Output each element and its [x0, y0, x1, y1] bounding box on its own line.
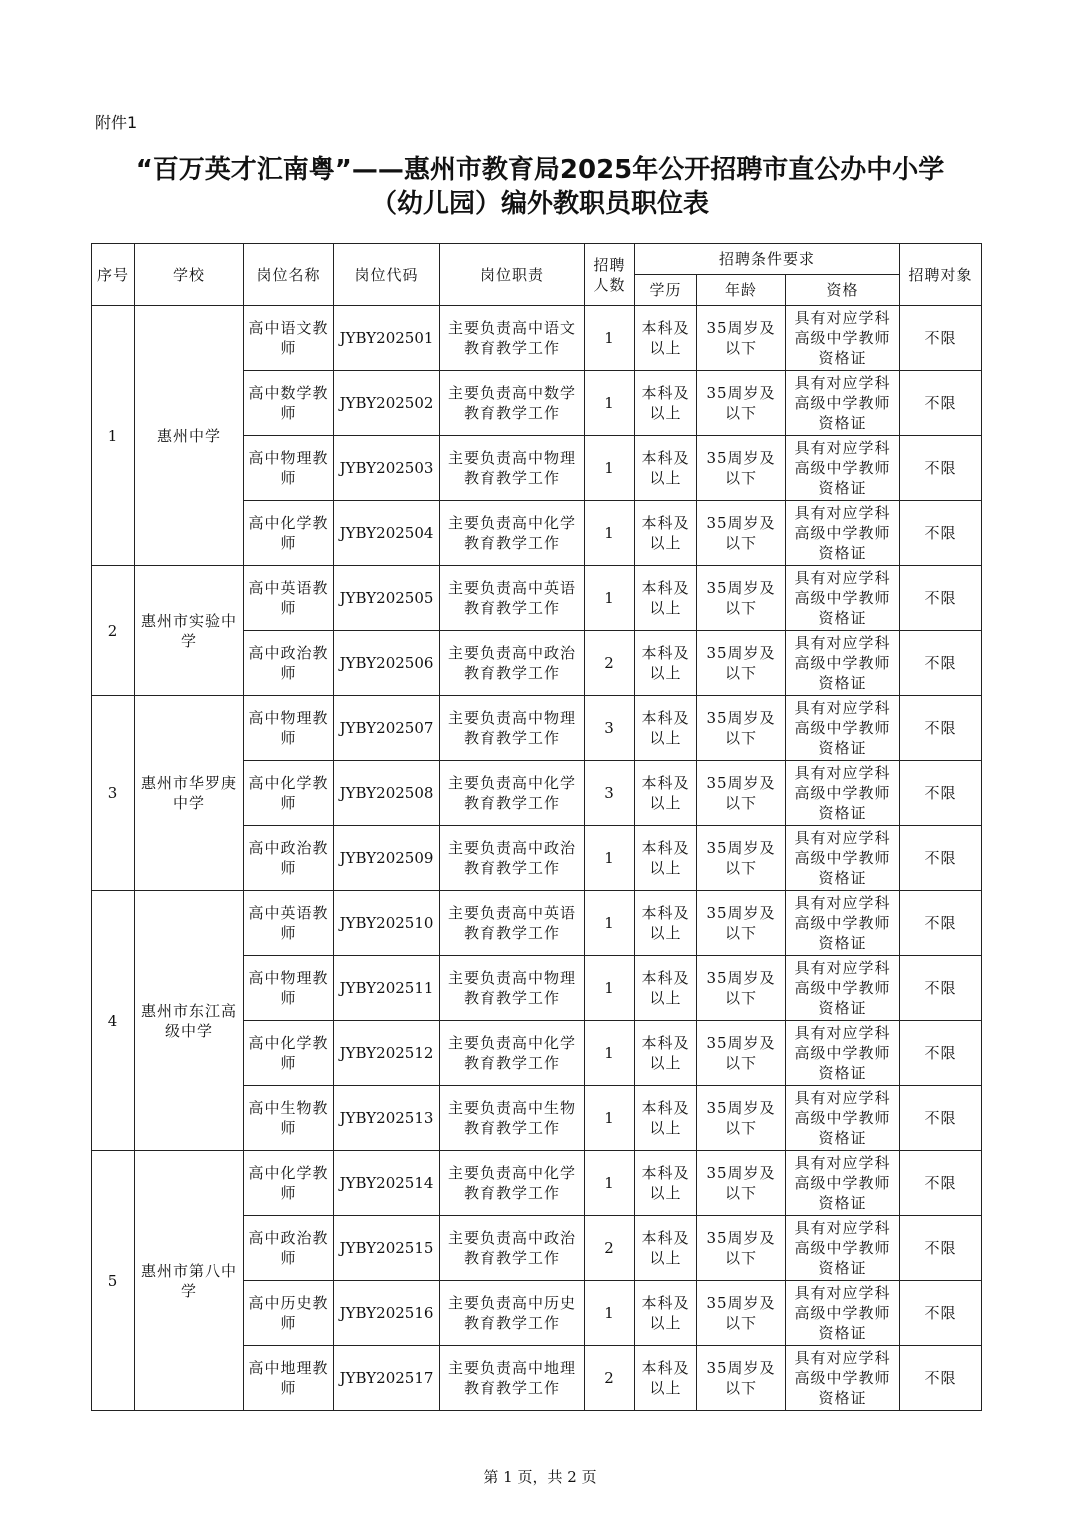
duty-cell: 主要负责高中化学教育教学工作 [440, 1151, 585, 1216]
school-cell: 惠州市华罗庚中学 [135, 696, 244, 891]
count-cell: 1 [585, 1021, 635, 1086]
seq-cell: 4 [92, 891, 135, 1151]
seq-cell: 2 [92, 566, 135, 696]
position-name-cell: 高中化学教师 [244, 501, 334, 566]
table-row [92, 566, 982, 631]
count-cell: 1 [585, 436, 635, 501]
education-cell: 本科及以上 [635, 1086, 697, 1151]
header-qualification: 资格 [786, 275, 900, 306]
education-cell: 本科及以上 [635, 826, 697, 891]
qualification-cell: 具有对应学科高级中学教师资格证 [786, 891, 900, 956]
qualification-cell: 具有对应学科高级中学教师资格证 [786, 501, 900, 566]
education-cell: 本科及以上 [635, 696, 697, 761]
education-cell: 本科及以上 [635, 1216, 697, 1281]
position-code-cell: JYBY202507 [334, 696, 440, 761]
header-requirements: 招聘条件要求 [635, 244, 900, 275]
qualification-cell: 具有对应学科高级中学教师资格证 [786, 306, 900, 371]
position-name-cell: 高中化学教师 [244, 1151, 334, 1216]
age-cell: 35周岁及以下 [697, 1346, 786, 1411]
target-cell: 不限 [900, 1216, 982, 1281]
target-cell: 不限 [900, 1346, 982, 1411]
age-cell: 35周岁及以下 [697, 501, 786, 566]
education-cell: 本科及以上 [635, 566, 697, 631]
target-cell: 不限 [900, 1086, 982, 1151]
position-code-cell: JYBY202515 [334, 1216, 440, 1281]
seq-cell: 1 [92, 306, 135, 566]
qualification-cell: 具有对应学科高级中学教师资格证 [786, 956, 900, 1021]
position-name-cell: 高中化学教师 [244, 761, 334, 826]
position-name-cell: 高中物理教师 [244, 956, 334, 1021]
count-cell: 3 [585, 761, 635, 826]
school-cell: 惠州市东江高级中学 [135, 891, 244, 1151]
qualification-cell: 具有对应学科高级中学教师资格证 [786, 1021, 900, 1086]
education-cell: 本科及以上 [635, 1021, 697, 1086]
count-cell: 2 [585, 631, 635, 696]
education-cell: 本科及以上 [635, 1151, 697, 1216]
attachment-label: 附件1 [95, 113, 138, 132]
count-cell: 1 [585, 891, 635, 956]
qualification-cell: 具有对应学科高级中学教师资格证 [786, 371, 900, 436]
header-count: 招聘人数 [585, 244, 635, 306]
age-cell: 35周岁及以下 [697, 1216, 786, 1281]
qualification-cell: 具有对应学科高级中学教师资格证 [786, 1216, 900, 1281]
count-cell: 2 [585, 1346, 635, 1411]
target-cell: 不限 [900, 1281, 982, 1346]
duty-cell: 主要负责高中生物教育教学工作 [440, 1086, 585, 1151]
qualification-cell: 具有对应学科高级中学教师资格证 [786, 826, 900, 891]
position-code-cell: JYBY202511 [334, 956, 440, 1021]
target-cell: 不限 [900, 501, 982, 566]
target-cell: 不限 [900, 696, 982, 761]
education-cell: 本科及以上 [635, 891, 697, 956]
duty-cell: 主要负责高中物理教育教学工作 [440, 696, 585, 761]
school-cell: 惠州中学 [135, 306, 244, 566]
position-code-cell: JYBY202516 [334, 1281, 440, 1346]
duty-cell: 主要负责高中英语教育教学工作 [440, 891, 585, 956]
age-cell: 35周岁及以下 [697, 891, 786, 956]
position-code-cell: JYBY202514 [334, 1151, 440, 1216]
age-cell: 35周岁及以下 [697, 566, 786, 631]
education-cell: 本科及以上 [635, 956, 697, 1021]
duty-cell: 主要负责高中语文教育教学工作 [440, 306, 585, 371]
header-age: 年龄 [697, 275, 786, 306]
count-cell: 1 [585, 371, 635, 436]
position-name-cell: 高中地理教师 [244, 1346, 334, 1411]
header-target: 招聘对象 [900, 244, 982, 306]
position-code-cell: JYBY202510 [334, 891, 440, 956]
age-cell: 35周岁及以下 [697, 631, 786, 696]
qualification-cell: 具有对应学科高级中学教师资格证 [786, 1151, 900, 1216]
position-name-cell: 高中物理教师 [244, 696, 334, 761]
qualification-cell: 具有对应学科高级中学教师资格证 [786, 761, 900, 826]
header-position-name: 岗位名称 [244, 244, 334, 306]
qualification-cell: 具有对应学科高级中学教师资格证 [786, 436, 900, 501]
target-cell: 不限 [900, 761, 982, 826]
title-line-1: “百万英才汇南粤”——惠州市教育局2025年公开招聘市直公办中小学 [135, 155, 945, 185]
age-cell: 35周岁及以下 [697, 761, 786, 826]
education-cell: 本科及以上 [635, 436, 697, 501]
education-cell: 本科及以上 [635, 371, 697, 436]
qualification-cell: 具有对应学科高级中学教师资格证 [786, 566, 900, 631]
target-cell: 不限 [900, 371, 982, 436]
education-cell: 本科及以上 [635, 306, 697, 371]
count-cell: 1 [585, 566, 635, 631]
position-code-cell: JYBY202502 [334, 371, 440, 436]
qualification-cell: 具有对应学科高级中学教师资格证 [786, 1086, 900, 1151]
header-education: 学历 [635, 275, 697, 306]
target-cell: 不限 [900, 1151, 982, 1216]
duty-cell: 主要负责高中政治教育教学工作 [440, 826, 585, 891]
seq-cell: 3 [92, 696, 135, 891]
qualification-cell: 具有对应学科高级中学教师资格证 [786, 696, 900, 761]
school-cell: 惠州市实验中学 [135, 566, 244, 696]
header-school: 学校 [135, 244, 244, 306]
header-duty: 岗位职责 [440, 244, 585, 306]
position-code-cell: JYBY202513 [334, 1086, 440, 1151]
table-row [92, 891, 982, 956]
target-cell: 不限 [900, 826, 982, 891]
education-cell: 本科及以上 [635, 501, 697, 566]
position-code-cell: JYBY202512 [334, 1021, 440, 1086]
position-code-cell: JYBY202509 [334, 826, 440, 891]
position-code-cell: JYBY202506 [334, 631, 440, 696]
position-code-cell: JYBY202517 [334, 1346, 440, 1411]
target-cell: 不限 [900, 1021, 982, 1086]
duty-cell: 主要负责高中历史教育教学工作 [440, 1281, 585, 1346]
count-cell: 2 [585, 1216, 635, 1281]
duty-cell: 主要负责高中化学教育教学工作 [440, 501, 585, 566]
position-name-cell: 高中语文教师 [244, 306, 334, 371]
count-cell: 1 [585, 1086, 635, 1151]
position-name-cell: 高中英语教师 [244, 891, 334, 956]
page-footer: 第 1 页，共 2 页 [483, 1468, 597, 1486]
target-cell: 不限 [900, 306, 982, 371]
table-header [92, 244, 982, 306]
count-cell: 1 [585, 826, 635, 891]
duty-cell: 主要负责高中政治教育教学工作 [440, 1216, 585, 1281]
education-cell: 本科及以上 [635, 1346, 697, 1411]
education-cell: 本科及以上 [635, 631, 697, 696]
age-cell: 35周岁及以下 [697, 1086, 786, 1151]
target-cell: 不限 [900, 956, 982, 1021]
table-row [92, 696, 982, 761]
position-name-cell: 高中英语教师 [244, 566, 334, 631]
table-body [92, 306, 982, 1411]
education-cell: 本科及以上 [635, 761, 697, 826]
position-name-cell: 高中化学教师 [244, 1021, 334, 1086]
duty-cell: 主要负责高中物理教育教学工作 [440, 436, 585, 501]
position-code-cell: JYBY202501 [334, 306, 440, 371]
count-cell: 1 [585, 956, 635, 1021]
duty-cell: 主要负责高中化学教育教学工作 [440, 761, 585, 826]
count-cell: 1 [585, 501, 635, 566]
position-code-cell: JYBY202505 [334, 566, 440, 631]
school-cell: 惠州市第八中学 [135, 1151, 244, 1411]
age-cell: 35周岁及以下 [697, 956, 786, 1021]
position-name-cell: 高中数学教师 [244, 371, 334, 436]
position-table [91, 243, 982, 1411]
qualification-cell: 具有对应学科高级中学教师资格证 [786, 1346, 900, 1411]
title-line-2: （幼儿园）编外教职员职位表 [370, 189, 709, 219]
age-cell: 35周岁及以下 [697, 1151, 786, 1216]
table-row [92, 1151, 982, 1216]
qualification-cell: 具有对应学科高级中学教师资格证 [786, 631, 900, 696]
duty-cell: 主要负责高中英语教育教学工作 [440, 566, 585, 631]
count-cell: 1 [585, 1151, 635, 1216]
age-cell: 35周岁及以下 [697, 696, 786, 761]
duty-cell: 主要负责高中地理教育教学工作 [440, 1346, 585, 1411]
age-cell: 35周岁及以下 [697, 306, 786, 371]
target-cell: 不限 [900, 566, 982, 631]
position-name-cell: 高中历史教师 [244, 1281, 334, 1346]
qualification-cell: 具有对应学科高级中学教师资格证 [786, 1281, 900, 1346]
position-name-cell: 高中物理教师 [244, 436, 334, 501]
education-cell: 本科及以上 [635, 1281, 697, 1346]
age-cell: 35周岁及以下 [697, 371, 786, 436]
age-cell: 35周岁及以下 [697, 1281, 786, 1346]
table-row [92, 306, 982, 371]
count-cell: 3 [585, 696, 635, 761]
duty-cell: 主要负责高中政治教育教学工作 [440, 631, 585, 696]
page-title [0, 153, 1080, 221]
duty-cell: 主要负责高中化学教育教学工作 [440, 1021, 585, 1086]
target-cell: 不限 [900, 891, 982, 956]
age-cell: 35周岁及以下 [697, 436, 786, 501]
seq-cell: 5 [92, 1151, 135, 1411]
position-name-cell: 高中生物教师 [244, 1086, 334, 1151]
position-name-cell: 高中政治教师 [244, 631, 334, 696]
position-code-cell: JYBY202504 [334, 501, 440, 566]
position-name-cell: 高中政治教师 [244, 826, 334, 891]
header-position-code: 岗位代码 [334, 244, 440, 306]
position-code-cell: JYBY202508 [334, 761, 440, 826]
target-cell: 不限 [900, 436, 982, 501]
target-cell: 不限 [900, 631, 982, 696]
header-seq: 序号 [92, 244, 135, 306]
position-name-cell: 高中政治教师 [244, 1216, 334, 1281]
count-cell: 1 [585, 306, 635, 371]
age-cell: 35周岁及以下 [697, 826, 786, 891]
duty-cell: 主要负责高中数学教育教学工作 [440, 371, 585, 436]
duty-cell: 主要负责高中物理教育教学工作 [440, 956, 585, 1021]
position-code-cell: JYBY202503 [334, 436, 440, 501]
age-cell: 35周岁及以下 [697, 1021, 786, 1086]
count-cell: 1 [585, 1281, 635, 1346]
